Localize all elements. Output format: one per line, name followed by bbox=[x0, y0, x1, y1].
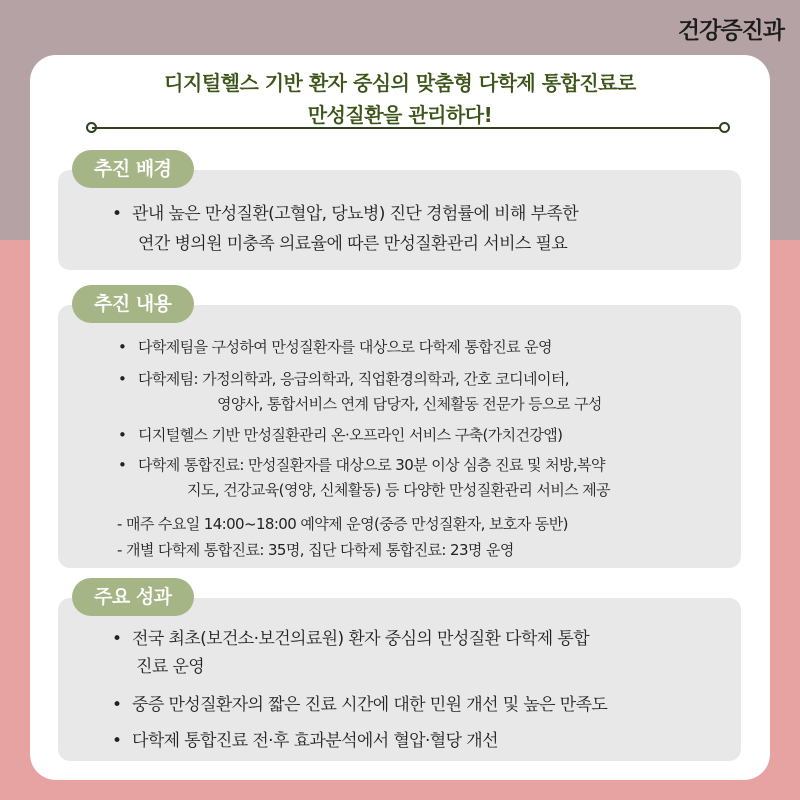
title-line-1: 디지털헬스 기반 환자 중심의 맞춤형 다학제 통합진료로 bbox=[164, 71, 636, 95]
list-item-continuation: 지도, 건강교육(영양, 신체활동) 등 다양한 만성질환관리 서비스 제공 bbox=[187, 481, 611, 499]
bullet-glyph: • bbox=[118, 456, 127, 474]
bullet-glyph: • bbox=[118, 370, 127, 388]
bullet-glyph: • bbox=[118, 426, 127, 444]
list-item bbox=[112, 690, 607, 720]
list-item-text: 다학제팀: 가정의학과, 응급의학과, 직업환경의학과, 간호 코디네이터, bbox=[138, 370, 569, 388]
list-item bbox=[118, 366, 569, 393]
brand-label: 건강증진과 bbox=[677, 18, 784, 44]
list-item-continuation: 연간 병의원 미충족 의료율에 따른 만성질환관리 서비스 필요 bbox=[138, 234, 568, 254]
list-item-text: 디지털헬스 기반 만성질환관리 온·오프라인 서비스 구축(가치건강앱) bbox=[138, 426, 563, 444]
section-label-results: 주요 성과 bbox=[72, 578, 194, 616]
list-item-text: 중증 만성질환자의 짧은 진료 시간에 대한 민원 개선 및 높은 만족도 bbox=[132, 695, 608, 715]
list-item-continuation: 진료 운영 bbox=[136, 657, 205, 677]
list-item-text: 다학제팀을 구성하여 만성질환자를 대상으로 다학제 통합진료 운영 bbox=[138, 338, 552, 356]
list-item-text: 관내 높은 만성질환(고혈압, 당뇨병) 진단 경험률에 비해 부족한 bbox=[132, 204, 579, 224]
list-item bbox=[118, 334, 552, 361]
list-item-continuation: 영양사, 통합서비스 연계 담당자, 신체활동 전문가 등으로 구성 bbox=[217, 395, 602, 413]
page-title bbox=[30, 67, 770, 131]
list-item bbox=[112, 624, 589, 654]
list-item bbox=[118, 452, 605, 479]
note-line: - 개별 다학제 통합진료: 35명, 집단 다학제 통합진료: 23명 운영 bbox=[117, 541, 514, 559]
title-divider bbox=[92, 127, 724, 129]
list-item bbox=[112, 199, 578, 229]
bullet-glyph: • bbox=[112, 731, 122, 751]
bullet-glyph: • bbox=[112, 629, 122, 649]
list-item-text: 전국 최초(보건소·보건의료원) 환자 중심의 만성질환 다학제 통합 bbox=[132, 629, 590, 649]
rule-right-dot bbox=[719, 122, 730, 133]
list-item-text: 다학제 통합진료: 만성질환자를 대상으로 30분 이상 심층 진료 및 처방,복약 bbox=[138, 456, 605, 474]
list-item bbox=[118, 422, 562, 449]
bullet-glyph: • bbox=[112, 695, 122, 715]
section-label-background: 추진 배경 bbox=[72, 150, 194, 188]
section-label-content: 추진 내용 bbox=[72, 285, 194, 323]
note-line: - 매주 수요일 14:00~18:00 예약제 운영(중증 만성질환자, 보호자 동반) bbox=[117, 515, 568, 533]
bullet-glyph: • bbox=[112, 204, 122, 224]
list-item-text: 다학제 통합진료 전·후 효과분석에서 혈압·혈당 개선 bbox=[132, 731, 498, 751]
bullet-glyph: • bbox=[118, 338, 127, 356]
title-line-2: 만성질환을 관리하다! bbox=[307, 103, 493, 127]
list-item bbox=[112, 726, 498, 756]
